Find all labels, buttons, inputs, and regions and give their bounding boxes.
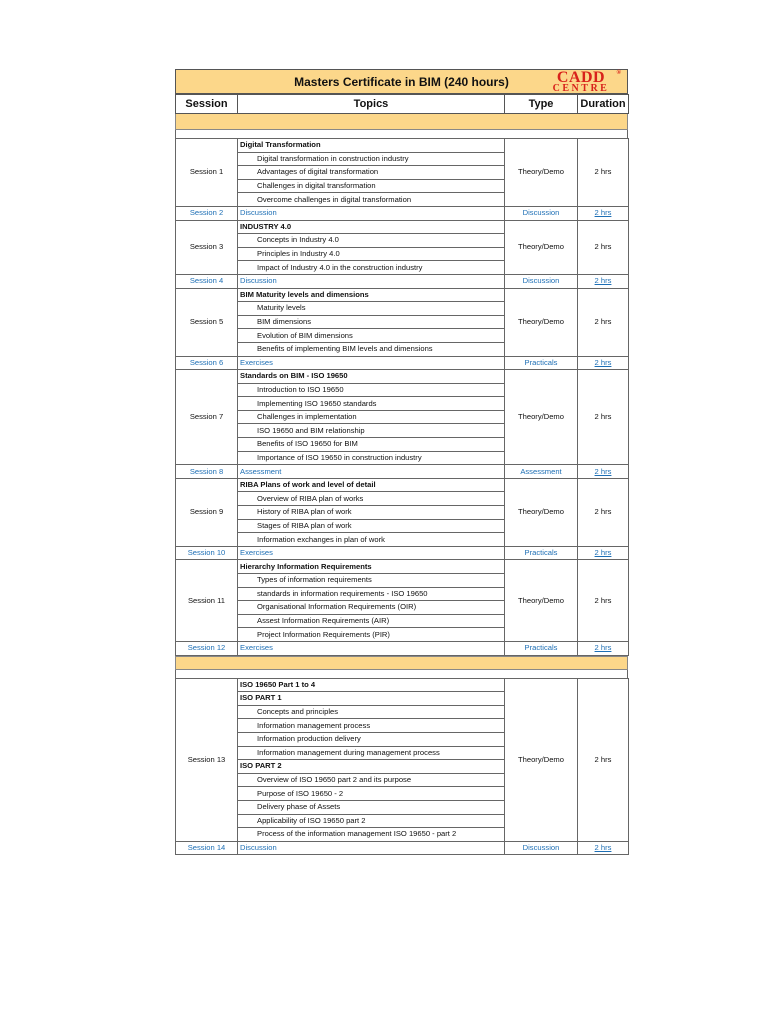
topic-item: BIM dimensions <box>238 315 505 329</box>
session-label: Session 12 <box>176 641 238 655</box>
topic-heading: ISO 19650 Part 1 to 4 <box>238 678 505 692</box>
session-row <box>176 370 629 384</box>
topic-text: Exercises <box>238 356 505 370</box>
topic-item: Stages of RIBA plan of work <box>238 519 505 533</box>
topic-heading: RIBA Plans of work and level of detail <box>238 478 505 492</box>
duration-text: 2 hrs <box>578 356 629 370</box>
topic-item: Maturity levels <box>238 302 505 316</box>
type-text: Assessment <box>505 465 578 479</box>
page-title: Masters Certificate in BIM (240 hours) <box>294 75 509 89</box>
session-label: Session 1 <box>176 139 238 207</box>
type-text: Discussion <box>505 206 578 220</box>
session-label: Session 13 <box>176 678 238 841</box>
type-text: Practicals <box>505 641 578 655</box>
topic-item: Importance of ISO 19650 in construction industry <box>238 451 505 465</box>
topic-heading: ISO PART 1 <box>238 692 505 706</box>
section-band <box>175 114 628 130</box>
topic-item: Types of information requirements <box>238 574 505 588</box>
topic-item: standards in information requirements - ISO 19650 <box>238 587 505 601</box>
session-row <box>176 478 629 492</box>
topic-item: Benefits of implementing BIM levels and dimensions <box>238 342 505 356</box>
topic-item: Overview of ISO 19650 part 2 and its purpose <box>238 773 505 787</box>
topic-item: Applicability of ISO 19650 part 2 <box>238 814 505 828</box>
session-label: Session 7 <box>176 370 238 465</box>
duration-text: 2 hrs <box>578 206 629 220</box>
session-row <box>176 841 629 855</box>
session-label: Session 6 <box>176 356 238 370</box>
session-row <box>176 220 629 234</box>
section-band-2 <box>175 656 628 670</box>
session-label: Session 8 <box>176 465 238 479</box>
topic-text: Exercises <box>238 641 505 655</box>
duration-text: 2 hrs <box>578 678 629 841</box>
title-bar <box>175 69 628 94</box>
column-header <box>175 94 629 114</box>
topic-item: Implementing ISO 19650 standards <box>238 397 505 411</box>
header-type: Type <box>505 95 578 114</box>
session-row <box>176 206 629 220</box>
type-text: Theory/Demo <box>505 220 578 274</box>
topic-item: Impact of Industry 4.0 in the construction industry <box>238 261 505 275</box>
course-sheet <box>175 69 628 855</box>
topic-item: Delivery phase of Assets <box>238 800 505 814</box>
type-text: Practicals <box>505 356 578 370</box>
session-row <box>176 465 629 479</box>
session-row <box>176 678 629 692</box>
type-text: Discussion <box>505 274 578 288</box>
duration-text: 2 hrs <box>578 841 629 855</box>
type-text: Theory/Demo <box>505 478 578 546</box>
topic-item: Project Information Requirements (PIR) <box>238 628 505 642</box>
topic-item: Overcome challenges in digital transformation <box>238 193 505 207</box>
duration-text: 2 hrs <box>578 560 629 642</box>
schedule-table-2 <box>175 678 629 856</box>
topic-item: Overview of RIBA plan of works <box>238 492 505 506</box>
duration-text: 2 hrs <box>578 274 629 288</box>
topic-heading: ISO PART 2 <box>238 760 505 774</box>
duration-text: 2 hrs <box>578 641 629 655</box>
header-topics: Topics <box>238 95 505 114</box>
session-row <box>176 546 629 560</box>
header-session: Session <box>176 95 238 114</box>
duration-text: 2 hrs <box>578 465 629 479</box>
topic-item: Digital transformation in construction industry <box>238 152 505 166</box>
session-label: Session 2 <box>176 206 238 220</box>
topic-text: Discussion <box>238 206 505 220</box>
topic-item: Benefits of ISO 19650 for BIM <box>238 438 505 452</box>
spacer-2 <box>175 670 628 678</box>
topic-item: Challenges in digital transformation <box>238 179 505 193</box>
topic-item: Information management during management process <box>238 746 505 760</box>
topic-heading: Standards on BIM - ISO 19650 <box>238 370 505 384</box>
type-text: Theory/Demo <box>505 288 578 356</box>
topic-item: Information production delivery <box>238 732 505 746</box>
topic-item: Principles in Industry 4.0 <box>238 247 505 261</box>
topic-text: Discussion <box>238 841 505 855</box>
topic-text: Discussion <box>238 274 505 288</box>
topic-heading: INDUSTRY 4.0 <box>238 220 505 234</box>
type-text: Theory/Demo <box>505 139 578 207</box>
type-text: Theory/Demo <box>505 560 578 642</box>
session-row <box>176 560 629 574</box>
topic-text: Exercises <box>238 546 505 560</box>
topic-item: Advantages of digital transformation <box>238 166 505 180</box>
duration-text: 2 hrs <box>578 139 629 207</box>
session-row <box>176 288 629 302</box>
topic-item: Process of the information management ISO 19650 - part 2 <box>238 828 505 842</box>
topic-text: Assessment <box>238 465 505 479</box>
duration-text: 2 hrs <box>578 546 629 560</box>
topic-item: Concepts in Industry 4.0 <box>238 234 505 248</box>
duration-text: 2 hrs <box>578 220 629 274</box>
topic-heading: BIM Maturity levels and dimensions <box>238 288 505 302</box>
session-row <box>176 139 629 153</box>
session-row <box>176 356 629 370</box>
topic-item: Challenges in implementation <box>238 410 505 424</box>
topic-item: Assest Information Requirements (AIR) <box>238 614 505 628</box>
topic-item: ISO 19650 and BIM relationship <box>238 424 505 438</box>
topic-item: History of RIBA plan of work <box>238 506 505 520</box>
topic-item: Information management process <box>238 719 505 733</box>
topic-item: Information exchanges in plan of work <box>238 533 505 547</box>
duration-text: 2 hrs <box>578 478 629 546</box>
session-label: Session 14 <box>176 841 238 855</box>
session-label: Session 5 <box>176 288 238 356</box>
type-text: Practicals <box>505 546 578 560</box>
topic-item: Introduction to ISO 19650 <box>238 383 505 397</box>
duration-text: 2 hrs <box>578 370 629 465</box>
cadd-centre-logo: CADD CENTRE ® <box>552 69 621 94</box>
schedule-table <box>175 138 629 656</box>
topic-item: Evolution of BIM dimensions <box>238 329 505 343</box>
duration-text: 2 hrs <box>578 288 629 356</box>
session-label: Session 4 <box>176 274 238 288</box>
type-text: Discussion <box>505 841 578 855</box>
type-text: Theory/Demo <box>505 678 578 841</box>
topic-item: Organisational Information Requirements (OIR) <box>238 601 505 615</box>
topic-item: Purpose of ISO 19650 - 2 <box>238 787 505 801</box>
header-duration: Duration <box>578 95 629 114</box>
topic-heading: Hierarchy Information Requirements <box>238 560 505 574</box>
session-row <box>176 274 629 288</box>
session-row <box>176 641 629 655</box>
session-label: Session 10 <box>176 546 238 560</box>
topic-item: Concepts and principles <box>238 705 505 719</box>
topic-heading: Digital Transformation <box>238 139 505 153</box>
session-label: Session 9 <box>176 478 238 546</box>
spacer <box>175 130 628 138</box>
session-label: Session 3 <box>176 220 238 274</box>
type-text: Theory/Demo <box>505 370 578 465</box>
session-label: Session 11 <box>176 560 238 642</box>
